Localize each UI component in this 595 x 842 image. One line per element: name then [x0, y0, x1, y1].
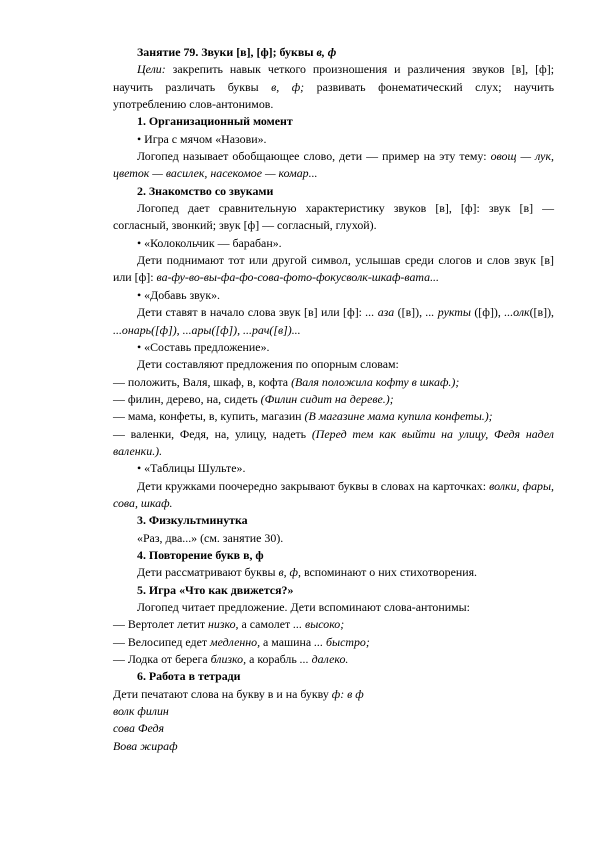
section-2-text-5: Дети кружками поочередно закрывают буквы в словах на карточках: волки, фары, сова, шкаф.: [113, 478, 554, 510]
lesson-title: Занятие 79. Звуки [в], [ф]; буквы в, ф: [137, 45, 337, 59]
section-2-text-3: Дети ставят в начало слова звук [в] или [ф]: ... аза ([в]), ... рукты ([ф]), ...олк([в]), ...онарь([ф]), ...ары([ф]), ...рач([в])...: [113, 305, 555, 337]
section-4-text: Дети рассматривают буквы в, ф, вспоминают о них стихотворения.: [137, 565, 478, 580]
section-2-heading: 2. Знакомство со звуками: [137, 183, 274, 198]
notebook-row-3: Вова жираф: [113, 738, 178, 753]
section-3-text: «Раз, два...» (см. занятие 30).: [137, 530, 284, 545]
antonym-line-2: — Велосипед едет медленно, а машина ... быстро;: [113, 634, 370, 649]
section-2-game-4: • «Таблицы Шульте».: [137, 461, 246, 476]
section-2-text-4: Дети составляют предложения по опорным словам:: [137, 357, 399, 372]
antonym-line-3: — Лодка от берега близко, а корабль ... далеко.: [113, 652, 349, 667]
section-2-game-1: • «Колокольчик — барабан».: [137, 235, 282, 250]
antonym-line-1: — Вертолет летит низко, а самолет ... высоко;: [113, 617, 345, 632]
sentence-1: — положить, Валя, шкаф, в, кофта (Валя положила кофту в шкаф.);: [113, 374, 460, 389]
goals-label: Цели:: [137, 62, 166, 77]
section-2-text: Логопед дает сравнительную характеристику звуков [в], [ф]: звук [в] — согласный, звонкий; звук [ф] — согласный, глухой).: [113, 201, 554, 233]
document-content: [113, 44, 554, 755]
section-1-heading: 1. Организационный момент: [137, 114, 293, 129]
section-2-game-2: • «Добавь звук».: [137, 287, 221, 302]
goals-paragraph: Цели: закрепить навык четкого произношения и различения звуков [в], [ф]; научить различать буквы в, ф; развивать фонематический слух; научить употреблению слов-антонимов.: [113, 62, 554, 112]
section-4-heading: 4. Повторение букв в, ф: [137, 547, 264, 562]
title-letters: в, ф: [316, 45, 337, 59]
section-2-text-2: Дети поднимают тот или другой символ, услышав среди слогов и слов звук [в] или [ф]: ва-фу-во-вы-фа-фо-сова-фото-фокусволк-шкаф-вата...: [113, 253, 554, 285]
sentence-3: — мама, конфеты, в, купить, магазин (В магазине мама купила конфеты.);: [113, 409, 493, 424]
section-6-heading: 6. Работа в тетради: [137, 669, 241, 684]
notebook-row-1: волк филин: [113, 704, 169, 719]
section-1-game: • Игра с мячом «Назови».: [137, 131, 267, 146]
section-5-text: Логопед читает предложение. Дети вспоминают слова-антонимы:: [137, 600, 470, 614]
sentence-2: — филин, дерево, на, сидеть (Филин сидит на дереве.);: [113, 391, 394, 406]
section-5-heading: 5. Игра «Что как движется?»: [137, 582, 294, 597]
section-2-game-3: • «Составь предложение».: [137, 339, 270, 354]
section-3-heading: 3. Физкультминутка: [137, 513, 248, 528]
notebook-row-2: сова Федя: [113, 721, 165, 736]
section-1-text: Логопед называет обобщающее слово, дети — пример на эту тему: овощ — лук, цветок — василек, насекомое — комар...: [113, 149, 554, 181]
sentence-4: — валенки, Федя, на, улицу, надеть (Перед тем как выйти на улицу, Федя надел валенки.).: [113, 426, 554, 458]
section-6-text: Дети печатают слова на букву в и на букву ф: в ф: [113, 686, 364, 701]
